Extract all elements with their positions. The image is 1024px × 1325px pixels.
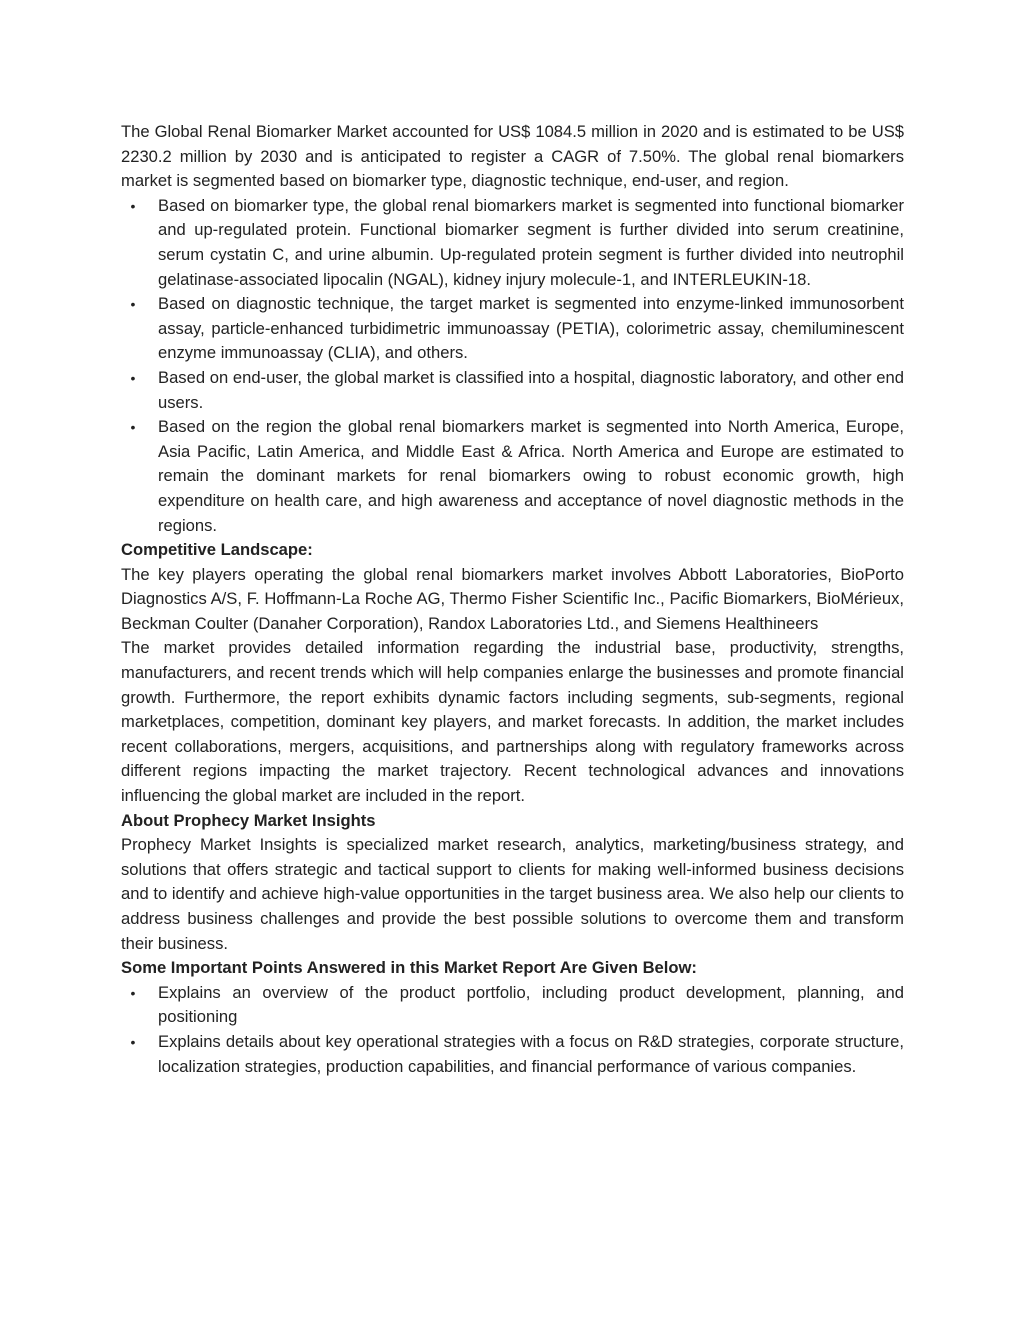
list-item: [121, 292, 904, 366]
list-item: [121, 366, 904, 415]
document-page: [121, 120, 904, 1079]
intro-paragraph: The Global Renal Biomarker Market accounted for US$ 1084.5 million in 2020 and is estimated to be US$ 2230.2 million by 2030 and is anticipated to register a CAGR of 7.50%. The global renal biomarkers market is segmented based on biomarker type, diagnostic technique, end-user, and region.: [121, 122, 904, 191]
bullet-icon: •: [130, 369, 136, 386]
key-players-paragraph: The key players operating the global renal biomarkers market involves Abbott Laboratories, BioPorto Diagnostics A/S, F. Hoffmann-La Roche AG, Thermo Fisher Scientific Inc., Pacific Biomarkers, BioMérieux, Beckman Coulter (Danaher Corporation), Randox Laboratories Ltd., and Siemens Healthineers: [121, 564, 904, 633]
segment-text: Based on diagnostic technique, the target market is segmented into enzyme-linked immunosorbent assay, particle-enhanced turbidimetric immunoassay (PETIA), colorimetric assay, chemiluminescent enzyme immunoassay (CLIA), and others.: [158, 294, 904, 363]
list-item: [121, 415, 904, 538]
bullet-icon: •: [130, 197, 136, 214]
important-points-heading: Some Important Points Answered in this Market Report Are Given Below:: [121, 958, 697, 978]
about-heading: About Prophecy Market Insights: [121, 810, 376, 830]
bullet-icon: •: [130, 296, 136, 313]
bullet-icon: •: [130, 419, 136, 436]
segment-list: [121, 194, 904, 538]
points-list: [121, 981, 904, 1079]
point-text: Explains an overview of the product portfolio, including product development, planning, and positioning: [158, 982, 904, 1027]
about-paragraph: Prophecy Market Insights is specialized market research, analytics, marketing/business strategy, and solutions that offers strategic and tactical support to clients for making well-informed business decisions and to identify and achieve high-value opportunities in the target business area. We also help our clients to address business challenges and provide the best possible solutions to overcome them and transform their business.: [121, 835, 904, 953]
point-text: Explains details about key operational strategies with a focus on R&D strategies, corporate structure, localization strategies, production capabilities, and financial performance of various companies.: [158, 1031, 904, 1076]
market-details-paragraph: The market provides detailed information regarding the industrial base, productivity, strengths, manufacturers, and recent trends which will help companies enlarge the businesses and promote financial growth. Furthermore, the report exhibits dynamic factors including segments, sub-segments, regional marketplaces, competition, dominant key players, and market forecasts. In addition, the market includes recent collaborations, mergers, acquisitions, and partnerships along with regulatory frameworks across different regions impacting the market trajectory. Recent technological advances and innovations influencing the global market are included in the report.: [121, 638, 904, 806]
bullet-icon: •: [130, 984, 136, 1001]
list-item: [121, 981, 904, 1030]
list-item: [121, 194, 904, 292]
segment-text: Based on biomarker type, the global renal biomarkers market is segmented into functional biomarker and up-regulated protein. Functional biomarker segment is further divided into serum creatinine, serum cystatin C, and urine albumin. Up-regulated protein segment is further divided into neutrophil gelatinase-associated lipocalin (NGAL), kidney injury molecule-1, and INTERLEUKIN-18.: [158, 195, 904, 289]
segment-text: Based on the region the global renal biomarkers market is segmented into North America, Europe, Asia Pacific, Latin America, and Middle East & Africa. North America and Europe are estimated to remain the dominant markets for renal biomarkers owing to robust economic growth, high expenditure on health care, and high awareness and acceptance of novel diagnostic methods in the regions.: [158, 417, 904, 535]
list-item: [121, 1030, 904, 1079]
bullet-icon: •: [130, 1033, 136, 1050]
competitive-landscape-heading: Competitive Landscape:: [121, 540, 313, 560]
segment-text: Based on end-user, the global market is classified into a hospital, diagnostic laboratory, and other end users.: [158, 367, 904, 412]
